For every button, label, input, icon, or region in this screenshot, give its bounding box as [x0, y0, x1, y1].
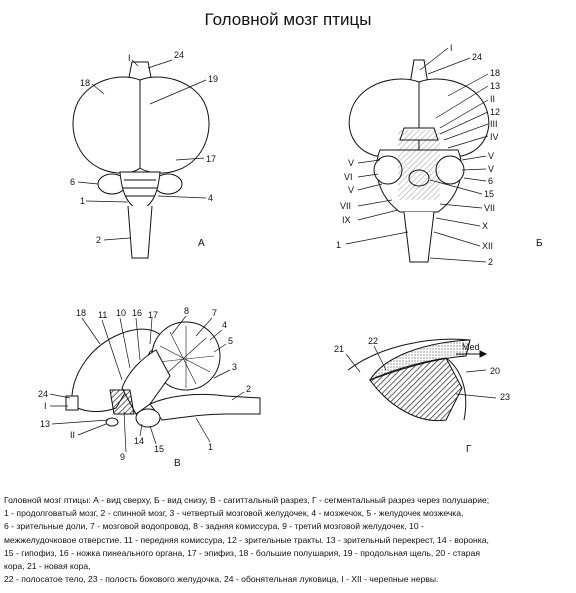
panel-v-label-2: 2 [246, 384, 252, 394]
panel-v-label-II: II [70, 430, 76, 440]
panel-a-label-1: 1 [80, 196, 86, 206]
panel-g-label-20: 20 [490, 366, 501, 376]
panel-b-label-6: 6 [488, 176, 494, 186]
panel-v-label-I: I [44, 401, 47, 411]
caption-line: 15 - гипофиз, 16 - ножка пинеального органа, 17 - эпифиз, 18 - большие полушария, 19 - продольная щель, 20 - старая [4, 547, 480, 558]
caption-line: 6 - зрительные доли, 7 - мозговой водопровод, 8 - задняя комиссура, 9 - третий мозговой желудочек, 10 - [4, 521, 424, 532]
caption-line: 22 - полосатое тело, 23 - полость бокового желудочка, 24 - обонятельная луковица, I - XII - черепные нервы. [4, 574, 439, 585]
panel-v-label-9: 9 [120, 452, 126, 462]
medulla-shape [150, 394, 260, 420]
panel-v-label-16: 16 [132, 308, 143, 318]
panel-b-label-X: X [482, 221, 489, 231]
medulla-shape [404, 212, 434, 262]
figure-caption [4, 494, 572, 586]
pituitary-shape [136, 409, 160, 427]
spinal-cord-shape [128, 206, 152, 258]
caption-line: Головной мозг птицы: А - вид сверху, Б - вид снизу, В - сагиттальный разрез, Г - сегментальный разрез через полушарие; [4, 495, 490, 505]
panel-a-label-18: 18 [80, 78, 91, 88]
panel-b-label-1: 1 [336, 240, 342, 250]
panel-a-label-6: 6 [70, 177, 76, 187]
panel-b-label-V-right-1: V [488, 151, 495, 161]
panel-b-label-IV: IV [490, 132, 499, 142]
panel-g-label-21: 21 [334, 344, 345, 354]
panel-b-label-XII: XII [482, 241, 494, 251]
panel-b-label-I: I [450, 43, 453, 53]
panel-v-label-18: 18 [76, 308, 87, 318]
panel-b-label-VI: VI [344, 172, 353, 182]
panel-b-label-13: 13 [490, 81, 501, 91]
panel-v-label-8: 8 [184, 306, 190, 316]
optic-lobe-right-shape [436, 156, 464, 184]
panel-a-label-17: 17 [206, 154, 217, 164]
third-ventricle-shape [110, 390, 134, 414]
panel-a-label-24: 24 [174, 50, 185, 60]
panel-v-label-1: 1 [208, 442, 214, 452]
panel-b-letter: Б [536, 238, 543, 249]
med-arrow-head [480, 351, 486, 357]
panel-b-label-15: 15 [484, 189, 495, 199]
panel-a-label-2: 2 [96, 235, 102, 245]
panel-b-label-VII-right: VII [484, 203, 496, 213]
panel-b-label-II: II [490, 94, 496, 104]
panel-v-label-14: 14 [134, 436, 145, 446]
panel-v-label-15: 15 [154, 444, 165, 454]
panel-g-label-23: 23 [500, 392, 511, 402]
panel-v-label-11: 11 [98, 310, 108, 320]
panel-a-label-4: 4 [208, 193, 214, 203]
panel-a-letter: А [198, 238, 205, 249]
panel-b-label-VII-left: VII [340, 201, 352, 211]
panel-g-label-med: Med [462, 342, 480, 352]
panel-b-label-18: 18 [490, 68, 501, 78]
panel-b-label-III: III [490, 119, 498, 129]
panel-v-label-3: 3 [232, 362, 238, 372]
panel-v-label-10: 10 [116, 308, 127, 318]
panel-a-label-I: I [128, 53, 131, 63]
panel-b-label-V-left-2: V [348, 185, 355, 195]
panel-b-label-12: 12 [490, 107, 501, 117]
panel-v-label-7: 7 [212, 308, 218, 318]
caption-line: 1 - продолговатый мозг, 2 - спинной мозг, 3 - четвертый мозговой желудочек, 4 - мозжечок, 5 - желудочек мозжечка, [4, 508, 464, 519]
panel-v-label-24: 24 [38, 389, 49, 399]
panel-g-label-22: 22 [368, 336, 379, 346]
panel-v-label-17: 17 [148, 310, 159, 320]
panel-a-drawing [73, 62, 209, 258]
page-title: Головной мозг птицы [204, 10, 372, 29]
panel-b-label-2: 2 [488, 257, 494, 267]
panel-v-label-5: 5 [228, 336, 234, 346]
panel-b-label-V-right-2: V [488, 164, 495, 174]
caption-line: межжелудочковое отверстие. 11 - передняя комиссура, 12 - зрительные тракты. 13 - зрительный перекрест, 14 - воронка, [4, 534, 489, 545]
cerebellum-shape [120, 172, 160, 210]
panel-a-label-19: 19 [208, 74, 219, 84]
panel-v-label-4: 4 [222, 320, 228, 330]
panel-v-label-13: 13 [40, 419, 51, 429]
left-hemisphere-shape [73, 77, 140, 173]
panel-b-label-24: 24 [472, 52, 483, 62]
caption-line: кора, 21 - новая кора, [4, 561, 91, 572]
panel-g-letter: Г [466, 444, 472, 455]
panel-b-label-IX: IX [342, 215, 351, 225]
optic-nerve-shape [106, 418, 118, 426]
panel-b-label-V-left-1: V [348, 158, 355, 168]
panel-v-letter: В [174, 458, 181, 469]
olfactory-bulb-shape [66, 396, 78, 410]
